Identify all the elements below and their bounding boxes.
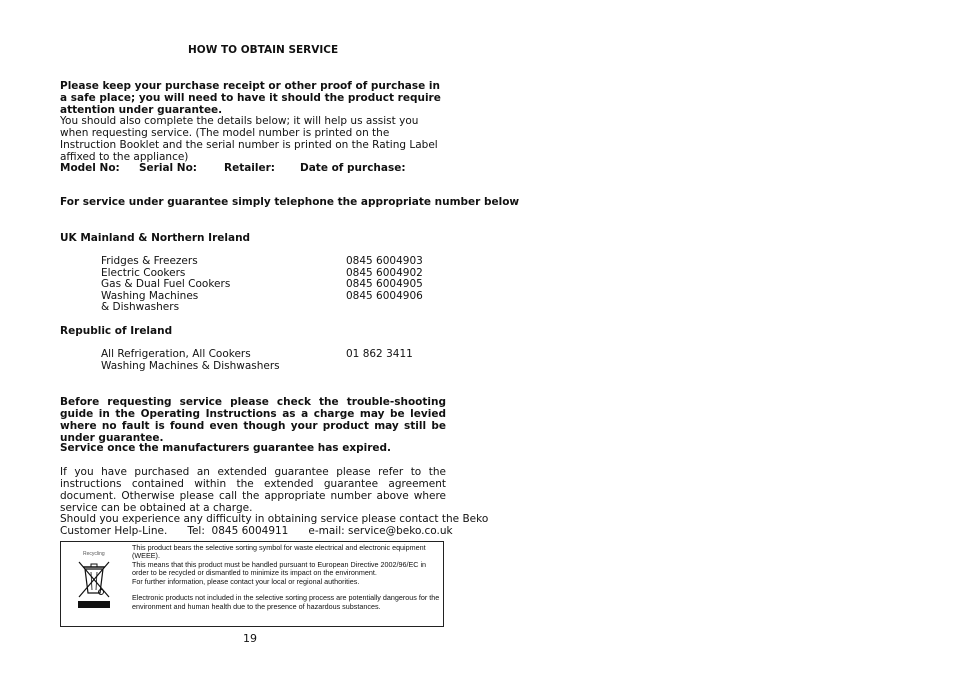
phone-number: 0845 6004906 bbox=[346, 289, 423, 302]
field-model: Model No: bbox=[60, 162, 120, 174]
weee-paragraph: This product bears the selective sorting symbol for waste electrical and electronic equipment (WEEE). bbox=[132, 543, 426, 561]
list-item-label: Washing Machines & Dishwashers bbox=[101, 359, 280, 372]
phone-number: 0845 6004905 bbox=[346, 278, 423, 290]
guarantee-heading: For service under guarantee simply telephone the appropriate number below bbox=[60, 196, 520, 208]
weee-paragraph: For further information, please contact your local or regional authorities. bbox=[132, 576, 360, 586]
phone-number: 0845 6004902 bbox=[346, 266, 423, 279]
roi-heading: Republic of Ireland bbox=[60, 325, 173, 337]
list-item-label: & Dishwashers bbox=[101, 301, 180, 313]
page-number: 19 bbox=[243, 632, 257, 645]
uk-heading: UK Mainland & Northern Ireland bbox=[60, 232, 251, 244]
list-item-label: Fridges & Freezers bbox=[101, 255, 198, 267]
list-item-label: Washing Machines bbox=[101, 289, 199, 302]
field-serial: Serial No: bbox=[139, 162, 198, 174]
weee-paragraph: Electronic products not included in the selective sorting process are potentially dangerous for the environment and human health due to the presence of hazardous substances. bbox=[132, 593, 440, 611]
details-intro: You should also complete the details below; it will help us assist you when requesting service. (The model number is printed on the Instruction Booklet and the serial number is printed on the Rating Label affixed to the appliance) bbox=[60, 115, 438, 163]
receipt-notice: Please keep your purchase receipt or other proof of purchase in a safe place; you will need to have it should the product require attention under guarantee. bbox=[60, 80, 441, 116]
weee-text bbox=[132, 544, 441, 611]
extended-guarantee-text: If you have purchased an extended guarantee please refer to the instructions contained within the extended guarantee agreement document. Otherwise please call the appropriate number above where service can be obtained at a charge. bbox=[60, 466, 446, 514]
phone-number: 01 862 3411 bbox=[346, 348, 413, 360]
trouble-notice: Before requesting service please check the trouble-shooting guide in the Operating Instructions as a charge may be levied where no fault is found even though your product may still be under guarantee. bbox=[60, 396, 446, 444]
page-title: HOW TO OBTAIN SERVICE bbox=[188, 44, 339, 56]
list-item-label: Gas & Dual Fuel Cookers bbox=[101, 278, 231, 290]
crossed-bin-icon bbox=[75, 559, 113, 611]
recycling-label: Recycling bbox=[83, 551, 105, 557]
expired-heading: Service once the manufacturers guarantee has expired. bbox=[60, 442, 392, 454]
helpline-line2: Customer Help-Line. Tel: 0845 6004911 e-mail: service@beko.co.uk bbox=[60, 524, 453, 537]
weee-notice-box bbox=[60, 541, 444, 627]
field-retailer: Retailer: bbox=[224, 162, 276, 174]
field-date: Date of purchase: bbox=[300, 162, 406, 174]
list-item-label: Electric Cookers bbox=[101, 266, 186, 279]
list-item-label: All Refrigeration, All Cookers bbox=[101, 348, 251, 360]
weee-paragraph: This means that this product must be handled pursuant to European Directive 2002/96/EC in order to be recycled or dismantled to minimize its impact on the environment. bbox=[132, 559, 427, 578]
phone-number: 0845 6004903 bbox=[346, 255, 423, 267]
helpline-line1: Should you experience any difficulty in obtaining service please contact the Beko bbox=[60, 513, 489, 525]
